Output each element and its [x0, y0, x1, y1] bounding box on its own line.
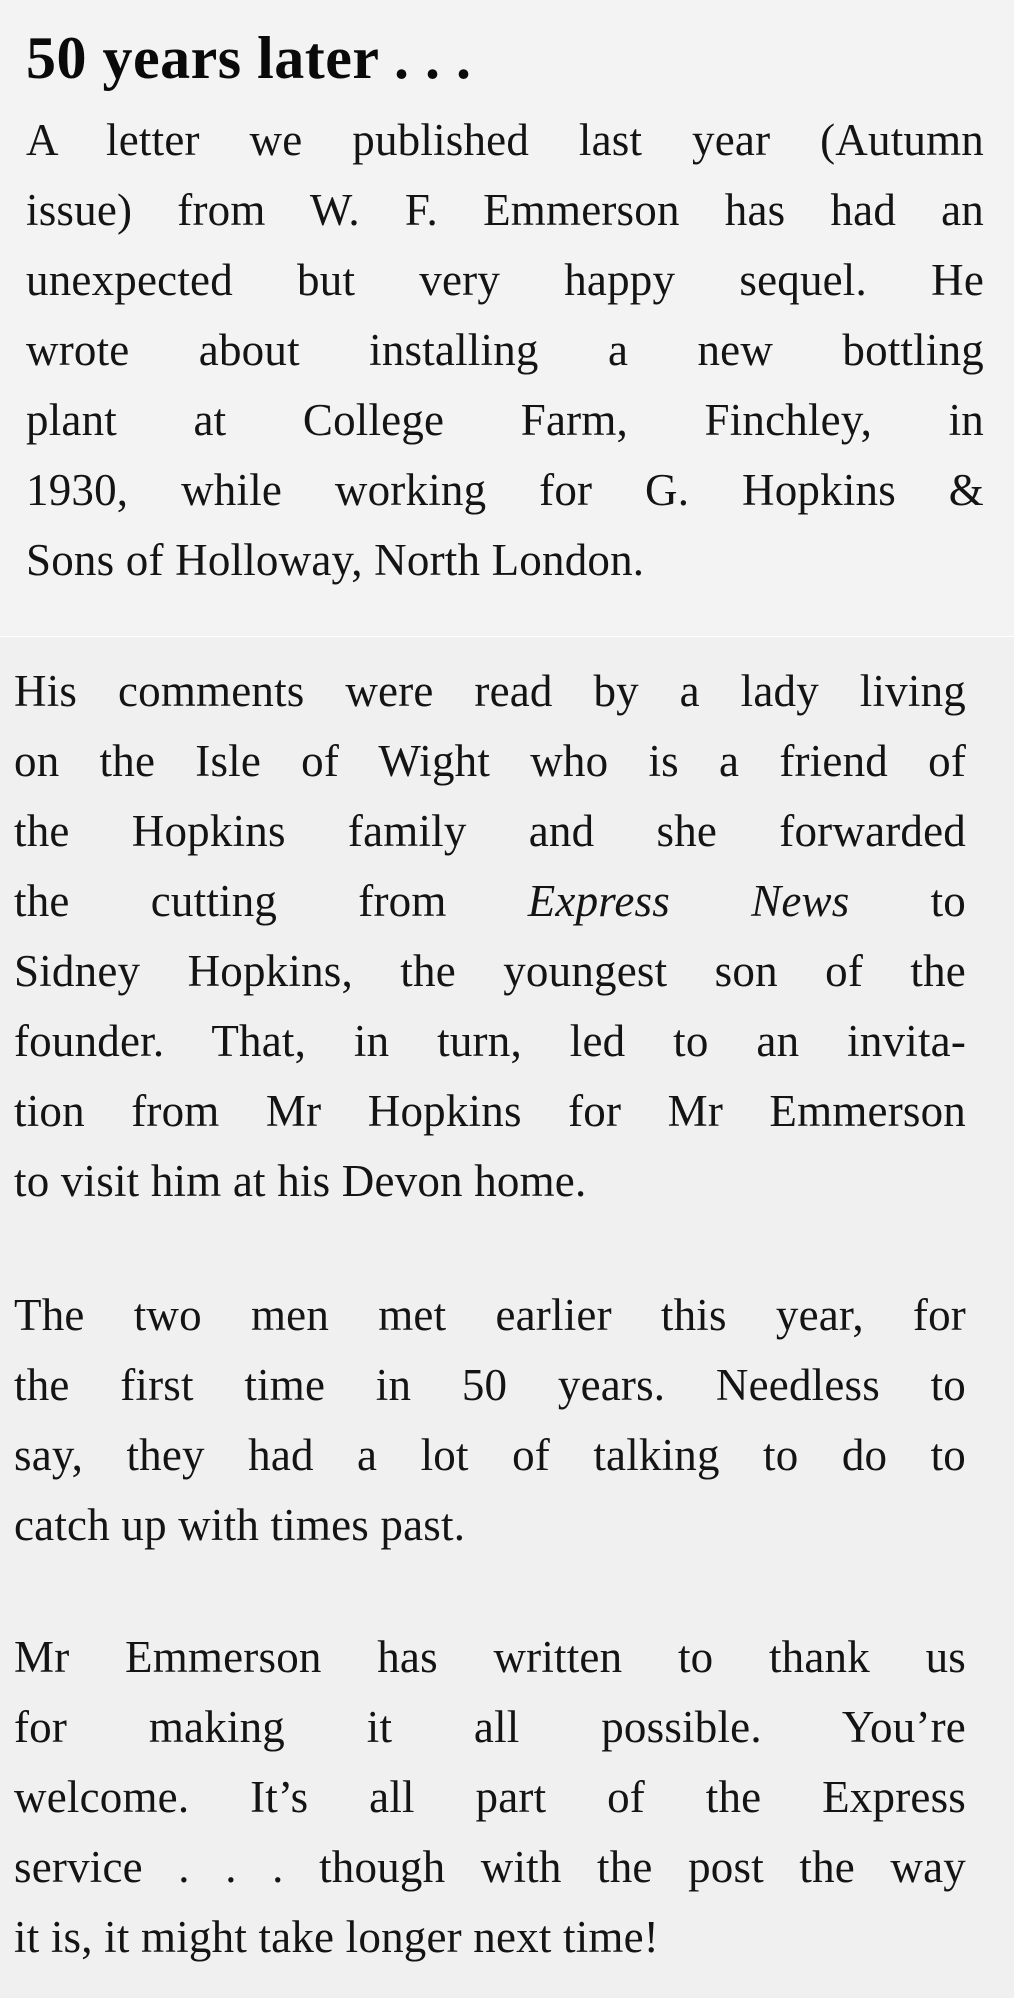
text-line: 1930, while working for G. Hopkins &	[26, 465, 984, 515]
text-line: the first time in 50 years. Needless to	[14, 1360, 966, 1410]
paragraph-1	[26, 105, 984, 595]
text-line: unexpected but very happy sequel. He	[26, 255, 984, 305]
publication-name: Express News	[527, 876, 850, 926]
text-fragment: to	[930, 876, 966, 926]
text-line: on the Isle of Wight who is a friend of	[14, 736, 966, 786]
text-line: Mr Emmerson has written to thank us	[14, 1632, 966, 1682]
text-line: tion from Mr Hopkins for Mr Emmerson	[14, 1086, 966, 1136]
text-line: plant at College Farm, Finchley, in	[26, 395, 984, 445]
article-headline: 50 years later . . .	[26, 25, 472, 91]
text-line: A letter we published last year (Autumn	[26, 115, 984, 165]
text-line: Sidney Hopkins, the youngest son of the	[14, 946, 966, 996]
text-line: issue) from W. F. Emmerson has had an	[26, 185, 984, 235]
text-fragment: the cutting from	[14, 876, 447, 926]
text-line: to visit him at his Devon home.	[14, 1156, 587, 1206]
text-line: The two men met earlier this year, for	[14, 1290, 966, 1340]
text-line: founder. That, in turn, led to an invita-	[14, 1016, 966, 1066]
text-line: Sons of Holloway, North London.	[26, 535, 645, 585]
text-line: service . . . though with the post the way	[14, 1842, 966, 1892]
text-line: the Hopkins family and she forwarded	[14, 806, 966, 856]
text-line: catch up with times past.	[14, 1500, 466, 1550]
text-line: say, they had a lot of talking to do to	[14, 1430, 966, 1480]
text-line: His comments were read by a lady living	[14, 666, 966, 716]
text-line	[14, 866, 966, 936]
paragraph-4	[14, 1622, 966, 1972]
text-line: for making it all possible. You’re	[14, 1702, 966, 1752]
text-line: wrote about installing a new bottling	[26, 325, 984, 375]
paragraph-3	[14, 1280, 966, 1560]
text-line: it is, it might take longer next time!	[14, 1912, 659, 1962]
paragraph-2	[14, 656, 966, 1216]
text-line: welcome. It’s all part of the Express	[14, 1772, 966, 1822]
